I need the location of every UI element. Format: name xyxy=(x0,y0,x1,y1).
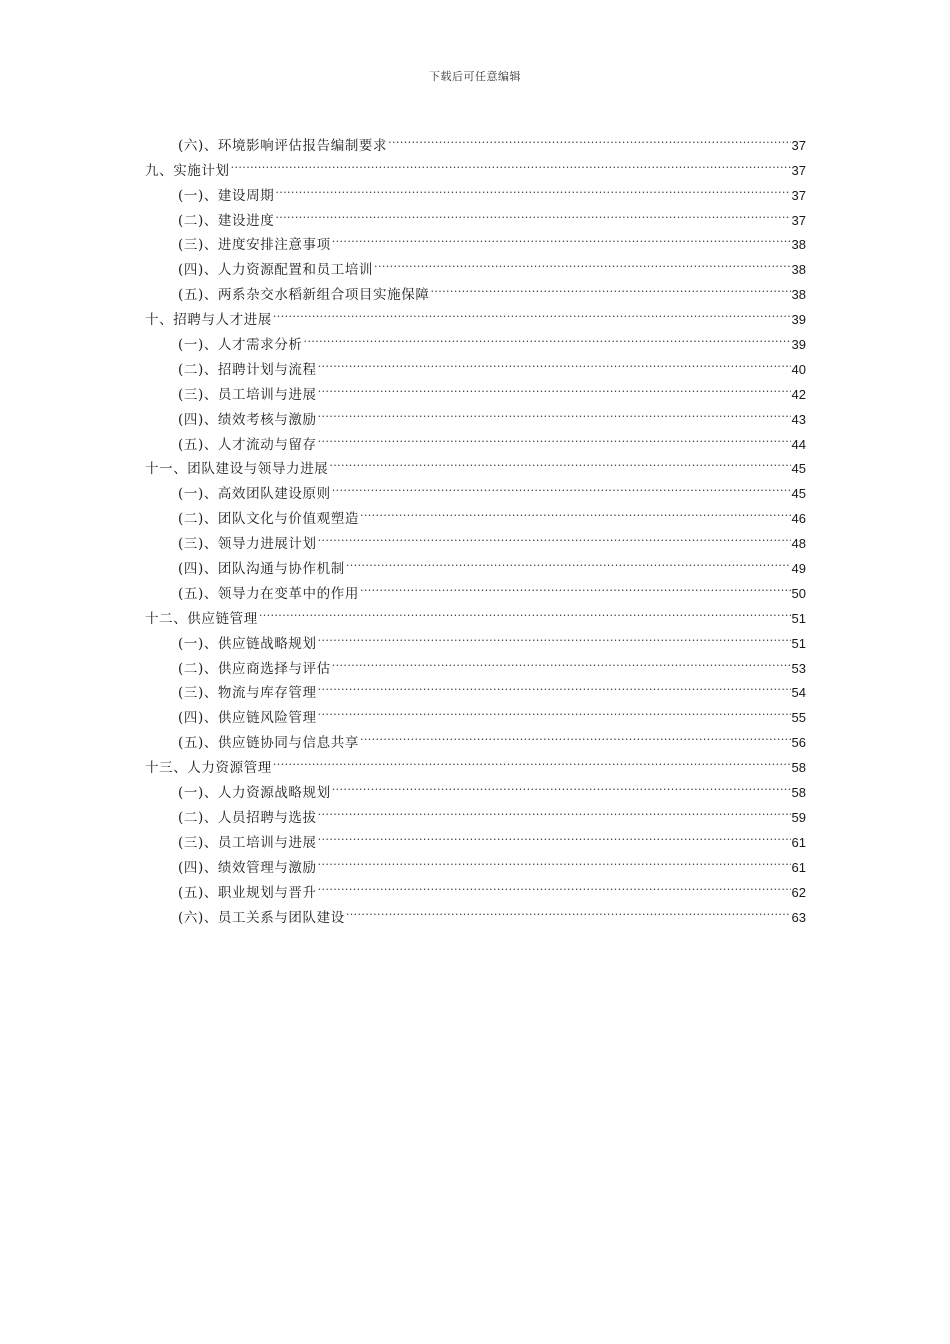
toc-entry-page-number: 37 xyxy=(791,212,806,228)
toc-entry-page-number: 53 xyxy=(791,660,806,676)
toc-entry-title: (三)、进度安排注意事项 xyxy=(178,237,331,254)
toc-dot-leader xyxy=(346,548,791,573)
toc-dot-leader xyxy=(318,523,791,548)
toc-entry-page-number: 42 xyxy=(791,386,806,402)
toc-entry-title: 十一、团队建设与领导力进展 xyxy=(145,461,329,478)
toc-dot-leader xyxy=(318,349,791,374)
toc-entry-title: (三)、员工培训与进展 xyxy=(178,834,317,851)
toc-entry-page-number: 51 xyxy=(791,610,806,626)
toc-entry-page-number: 55 xyxy=(791,710,806,726)
toc-entry-title: (三)、员工培训与进展 xyxy=(178,386,317,403)
toc-dot-leader xyxy=(374,249,790,274)
toc-entry-page-number: 61 xyxy=(791,859,806,875)
toc-entry-page-number: 50 xyxy=(791,585,806,601)
toc-dot-leader xyxy=(318,797,791,822)
toc-dot-leader xyxy=(318,847,791,872)
toc-entry-title: (二)、人员招聘与选拔 xyxy=(178,809,317,826)
toc-dot-leader xyxy=(318,673,791,698)
toc-entry-title: (一)、供应链战略规划 xyxy=(178,635,317,652)
toc-dot-leader xyxy=(332,772,791,797)
toc-dot-leader xyxy=(304,324,791,349)
toc-dot-leader xyxy=(318,822,791,847)
toc-entry-title: (五)、供应链协同与信息共享 xyxy=(178,735,359,752)
toc-entry-page-number: 63 xyxy=(791,909,806,925)
toc-entry-title: (五)、两系杂交水稻新组合项目实施保障 xyxy=(178,287,430,304)
toc-dot-leader xyxy=(318,374,791,399)
toc-entry-page-number: 38 xyxy=(791,262,806,278)
toc-dot-leader xyxy=(273,299,791,324)
toc-entry-title: (四)、团队沟通与协作机制 xyxy=(178,561,345,578)
toc-entry-page-number: 48 xyxy=(791,536,806,552)
toc-entry-title: (五)、人才流动与留存 xyxy=(178,436,317,453)
toc-entry-title: (六)、员工关系与团队建设 xyxy=(178,909,345,926)
toc-entry[interactable] xyxy=(145,150,806,179)
toc-entry-title: 十三、人力资源管理 xyxy=(145,760,272,777)
toc-entry-title: (二)、建设进度 xyxy=(178,212,275,229)
toc-entry-page-number: 45 xyxy=(791,461,806,477)
toc-dot-leader xyxy=(388,125,790,150)
toc-dot-leader xyxy=(360,498,791,523)
toc-dot-leader xyxy=(318,424,791,449)
toc-entry-title: 十二、供应链管理 xyxy=(145,610,258,627)
toc-dot-leader xyxy=(332,225,791,250)
toc-dot-leader xyxy=(231,150,791,175)
toc-entry-title: (五)、职业规划与晋升 xyxy=(178,884,317,901)
toc-entry-page-number: 40 xyxy=(791,361,806,377)
toc-entry-title: (一)、人力资源战略规划 xyxy=(178,785,331,802)
toc-dot-leader xyxy=(273,747,791,772)
toc-entry[interactable] xyxy=(145,175,806,204)
toc-entry-title: (一)、建设周期 xyxy=(178,187,275,204)
toc-entry-page-number: 54 xyxy=(791,685,806,701)
toc-entry-title: (四)、人力资源配置和员工培训 xyxy=(178,262,374,279)
toc-entry-page-number: 37 xyxy=(791,137,806,153)
toc-dot-leader xyxy=(318,623,791,648)
toc-entry-page-number: 39 xyxy=(791,337,806,353)
toc-entry-title: (四)、绩效考核与激励 xyxy=(178,411,317,428)
toc-entry-page-number: 62 xyxy=(791,884,806,900)
toc-entry-title: 十、招聘与人才进展 xyxy=(145,312,272,329)
toc-entry-page-number: 38 xyxy=(791,237,806,253)
toc-entry-page-number: 46 xyxy=(791,511,806,527)
toc-entry-page-number: 37 xyxy=(791,187,806,203)
toc-entry-title: (一)、高效团队建设原则 xyxy=(178,486,331,503)
toc-entry-title: (四)、绩效管理与激励 xyxy=(178,859,317,876)
toc-entry-title: (六)、环境影响评估报告编制要求 xyxy=(178,137,388,154)
toc-entry-title: (一)、人才需求分析 xyxy=(178,337,303,354)
toc-dot-leader xyxy=(318,399,791,424)
toc-entry-title: (三)、物流与库存管理 xyxy=(178,685,317,702)
page-header: 下载后可任意编辑 xyxy=(429,70,521,83)
toc-entry-page-number: 59 xyxy=(791,809,806,825)
toc-entry-title: (五)、领导力在变革中的作用 xyxy=(178,585,359,602)
toc-entry-page-number: 45 xyxy=(791,486,806,502)
toc-entry-title: (二)、供应商选择与评估 xyxy=(178,660,331,677)
toc-dot-leader xyxy=(332,648,791,673)
toc-entry-title: (二)、团队文化与价值观塑造 xyxy=(178,511,359,528)
toc-entry-page-number: 49 xyxy=(791,561,806,577)
toc-dot-leader xyxy=(430,274,790,299)
toc-entry-page-number: 58 xyxy=(791,760,806,776)
toc-entry-page-number: 43 xyxy=(791,411,806,427)
toc-entry-page-number: 39 xyxy=(791,312,806,328)
toc-dot-leader xyxy=(259,598,791,623)
toc-dot-leader xyxy=(360,722,791,747)
toc-entry-title: (三)、领导力进展计划 xyxy=(178,536,317,553)
toc-entry-title: (二)、招聘计划与流程 xyxy=(178,361,317,378)
toc-entry-page-number: 38 xyxy=(791,287,806,303)
toc-entry-page-number: 56 xyxy=(791,735,806,751)
toc-dot-leader xyxy=(329,449,790,474)
toc-dot-leader xyxy=(346,897,791,922)
toc-entry-page-number: 51 xyxy=(791,635,806,651)
toc-dot-leader xyxy=(275,175,790,200)
toc-entry-page-number: 58 xyxy=(791,785,806,801)
toc-dot-leader xyxy=(275,200,790,225)
toc-entry-page-number: 44 xyxy=(791,436,806,452)
toc-dot-leader xyxy=(360,573,791,598)
toc-entry-title: (四)、供应链风险管理 xyxy=(178,710,317,727)
toc-dot-leader xyxy=(318,697,791,722)
toc-entry[interactable] xyxy=(145,125,806,154)
toc-dot-leader xyxy=(332,473,791,498)
table-of-contents xyxy=(145,125,806,926)
toc-entry-page-number: 61 xyxy=(791,834,806,850)
toc-dot-leader xyxy=(318,872,791,897)
toc-entry-title: 九、实施计划 xyxy=(145,162,230,179)
toc-entry-page-number: 37 xyxy=(791,162,806,178)
